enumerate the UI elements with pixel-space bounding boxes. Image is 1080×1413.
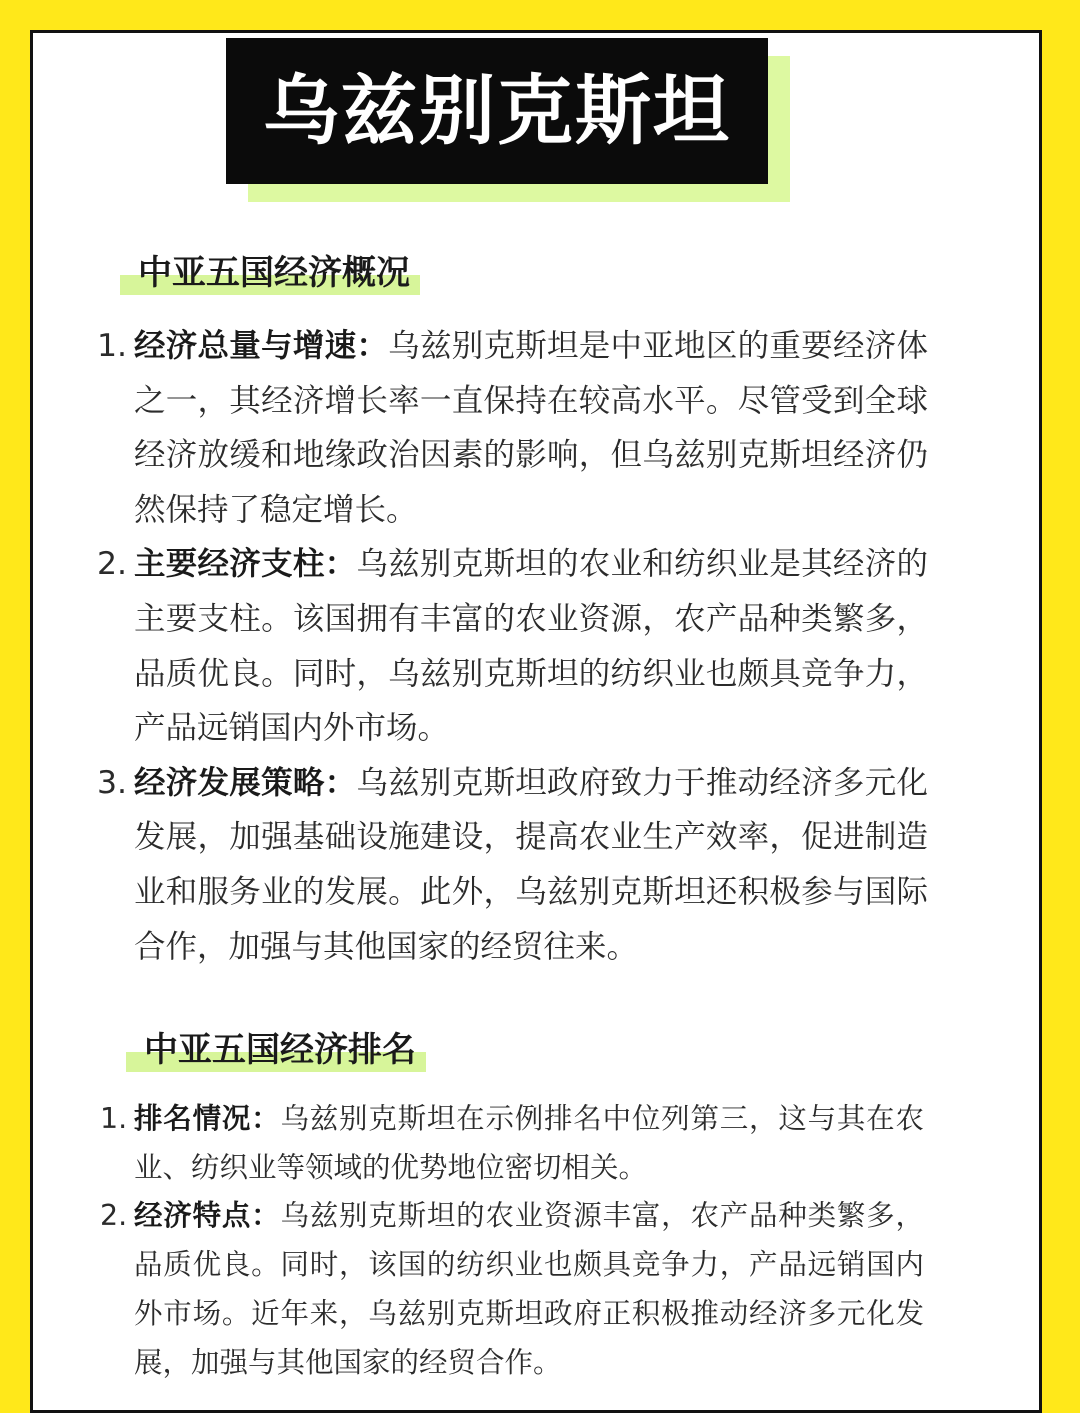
overview-list: [97, 319, 928, 974]
item-number: 2.: [97, 546, 128, 583]
item-text: 乌兹别克斯坦政府致力于推动经济多元化发展，加强基础设施建设，提高农业生产效率，促进制造业和服务业的发展。此外，乌兹别克斯坦还积极参与国际合作，加强与其他国家的经贸往来。: [134, 764, 928, 965]
item-number: 3.: [97, 764, 128, 801]
item-label: 经济特点：: [134, 1199, 281, 1233]
section-heading-overview: 中亚五国经济概况: [138, 256, 410, 290]
title-box: [226, 38, 768, 184]
list-item: [97, 319, 928, 537]
item-number: 2.: [100, 1199, 128, 1233]
list-item: [97, 756, 928, 974]
item-label: 经济总量与增速：: [134, 328, 389, 364]
list-item: [97, 537, 928, 755]
item-text: 乌兹别克斯坦的农业资源丰富，农产品种类繁多，品质优良。同时，该国的纺织业也颇具竞争力，产品远销国内外市场。近年来，乌兹别克斯坦政府正积极推动经济多元化发展，加强与其他国家的经贸合作。: [134, 1199, 924, 1379]
section-heading-ranking: 中亚五国经济排名: [144, 1033, 416, 1067]
ranking-list: [100, 1095, 924, 1387]
list-item: [100, 1192, 924, 1387]
item-label: 经济发展策略：: [134, 764, 357, 801]
item-text: 乌兹别克斯坦是中亚地区的重要经济体之一，其经济增长率一直保持在较高水平。尽管受到全球经济放缓和地缘政治因素的影响，但乌兹别克斯坦经济仍然保持了稳定增长。: [134, 328, 928, 528]
item-label: 排名情况：: [134, 1102, 281, 1135]
item-text: 乌兹别克斯坦在示例排名中位列第三，这与其在农业、纺织业等领域的优势地位密切相关。: [134, 1102, 924, 1184]
page-title: 乌兹别克斯坦: [263, 66, 731, 155]
title-block: [226, 38, 768, 184]
list-item: [100, 1095, 924, 1192]
item-label: 主要经济支柱：: [134, 546, 357, 583]
item-text: 乌兹别克斯坦的农业和纺织业是其经济的主要支柱。该国拥有丰富的农业资源，农产品种类繁多，品质优良。同时，乌兹别克斯坦的纺织业也颇具竞争力，产品远销国内外市场。: [134, 546, 928, 747]
item-number: 1.: [97, 328, 128, 364]
item-number: 1.: [100, 1102, 128, 1135]
